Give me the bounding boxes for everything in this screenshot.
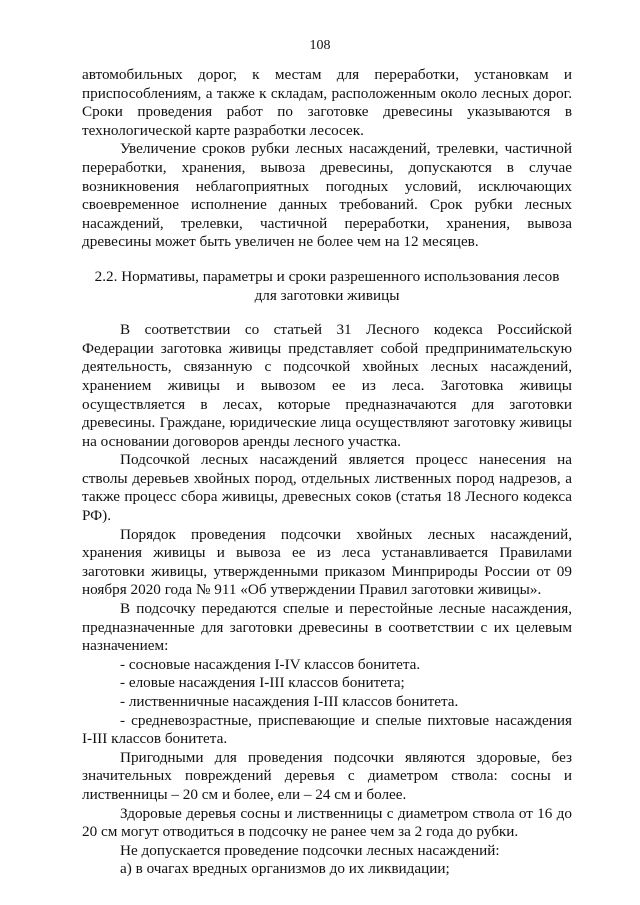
list-item: - еловые насаждения I-III классов бонитета; — [120, 674, 405, 692]
list-item: - средневозрастные, приспевающие и спелые пихтовые насаждения I-III классов бонитета. — [82, 711, 572, 748]
paragraph: Не допускается проведение подсочки лесных насаждений: — [120, 841, 500, 859]
paragraph: Увеличение сроков рубки лесных насаждений, трелевки, частичной переработки, хранения, вывоза древесины, допускаются в случае возникновения неблагоприятных погодных условий, исключающих своевременное исполнение данных требований. Срок рубки лесных насаждений, трелевки, частичной переработки, хранения, вывоза древесины может быть увеличен не более чем на 12 месяцев. — [82, 140, 572, 251]
list-item: - сосновые насаждения I-IV классов бонитета. — [120, 655, 421, 673]
section-heading: 2.2. Нормативы, параметры и сроки разрешенного использования лесов для заготовки живицы — [94, 267, 560, 304]
paragraph: Порядок проведения подсочки хвойных лесных насаждений, хранения живицы и вывоза ее из леса устанавливается Правилами заготовки живицы, утвержденными приказом Минприроды России от 09 ноября 2020 года № 911 «Об утверждении Правил заготовки живицы». — [82, 525, 572, 599]
paragraph: Здоровые деревья сосны и лиственницы с диаметром ствола от 16 до 20 см могут отводиться в подсочку не ранее чем за 2 года до рубки. — [82, 804, 572, 841]
paragraph: Подсочкой лесных насаждений является процесс нанесения на стволы деревьев хвойных пород, отдельных лиственных пород надрезов, а также процесс сбора живицы, древесных соков (статья 18 Лесного кодекса РФ). — [82, 451, 572, 525]
document-body — [82, 66, 572, 879]
paragraph: Пригодными для проведения подсочки являются здоровые, без значительных повреждений деревья с диаметром ствола: сосны и лиственницы – 20 см и более, ели – 24 см и более. — [82, 748, 572, 803]
page-number: 108 — [309, 38, 331, 53]
paragraph: В соответствии со статьей 31 Лесного кодекса Российской Федерации заготовка живицы представляет собой предпринимательскую деятельность, связанную с подсочкой хвойных лесных насаждений, хранением живицы и вывозом ее из леса. Заготовка живицы осуществляется в лесах, которые предназначаются для заготовки древесины. Граждане, юридические лица осуществляют заготовку живицы на основании договоров аренды лесного участка. — [82, 321, 572, 450]
list-item: - лиственничные насаждения I-III классов бонитета. — [120, 693, 459, 710]
paragraph: автомобильных дорог, к местам для переработки, установкам и приспособлениям, а также к складам, расположенным около лесных дорог. Сроки проведения работ по заготовке древесины указываются в технологической карте разработки лесосек. — [82, 66, 572, 139]
paragraph: а) в очагах вредных организмов до их ликвидации; — [120, 860, 450, 878]
paragraph: В подсочку передаются спелые и перестойные лесные насаждения, предназначенные для заготовки древесины в соответствии с их целевым назначением: — [82, 600, 572, 655]
